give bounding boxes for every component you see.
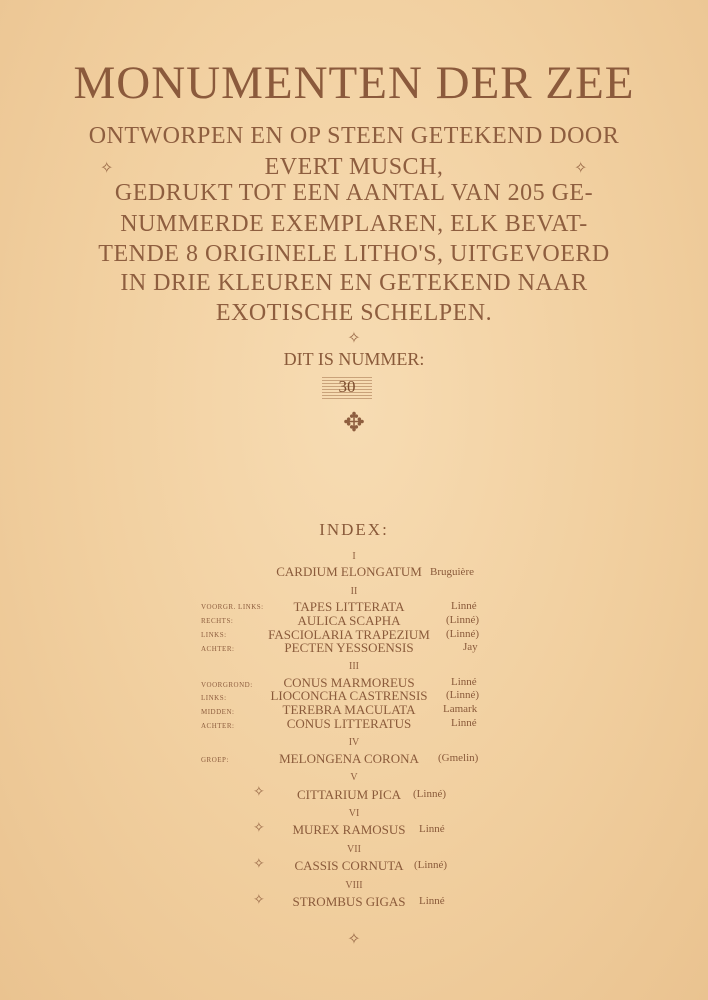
ornament-star-icon: ✧	[100, 158, 114, 177]
species-author: (Linné)	[446, 628, 479, 640]
ornament-star-icon: ✧	[347, 328, 361, 347]
index-roman-numeral: IV	[348, 737, 360, 748]
species-author: Linné	[419, 895, 445, 907]
species-author: Bruguière	[430, 566, 474, 578]
index-roman-numeral: VIII	[345, 880, 363, 891]
species-name: PECTEN YESSOENSIS	[284, 640, 414, 655]
index-roman-numeral: I	[352, 551, 356, 562]
species-author: (Linné)	[446, 614, 479, 626]
index-roman-numeral: II	[350, 586, 358, 597]
species-author: (Linné)	[446, 689, 479, 701]
ornament-star-icon: ✧	[347, 929, 361, 948]
species-name: CARDIUM ELONGATUM	[276, 564, 422, 579]
species-name: CITTARIUM PICA	[296, 787, 402, 802]
species-name: LIOCONCHA CASTRENSIS	[270, 688, 428, 703]
species-name: MUREX RAMOSUS	[292, 822, 406, 837]
position-label: VOORGR. LINKS:	[201, 603, 264, 611]
species-author: (Gmelin)	[438, 752, 479, 764]
species-name: CASSIS CORNUTA	[294, 858, 404, 873]
species-author: (Linné)	[414, 859, 447, 871]
subtitle-line-2: EVERT MUSCH,	[264, 154, 444, 180]
position-label: LINKS:	[201, 694, 227, 702]
subtitle-line-7: EXOTISCHE SCHELPEN.	[215, 300, 493, 326]
subtitle-line-4: NUMMERDE EXEMPLAREN, ELK BEVAT-	[120, 211, 588, 237]
ornament-flower-icon: ✥	[343, 408, 365, 438]
page-title: MONUMENTEN DER ZEE	[73, 57, 635, 109]
species-name: FASCIOLARIA TRAPEZIUM	[268, 627, 430, 642]
species-name: TAPES LITTERATA	[293, 599, 405, 614]
edition-number: 30	[322, 377, 372, 399]
ornament-star-icon: ✧	[253, 856, 265, 872]
species-author: (Linné)	[413, 788, 446, 800]
species-author: Linné	[451, 717, 477, 729]
species-author: Linné	[419, 823, 445, 835]
species-name: MELONGENA CORONA	[279, 751, 419, 766]
index-roman-numeral: VI	[348, 808, 360, 819]
ornament-star-icon: ✧	[574, 158, 588, 177]
species-author: Linné	[451, 676, 477, 688]
species-name: AULICA SCAPHA	[297, 613, 401, 628]
subtitle-line-1: ONTWORPEN EN OP STEEN GETEKEND DOOR	[88, 123, 620, 149]
position-label: MIDDEN:	[201, 708, 235, 716]
index-roman-numeral: VII	[347, 844, 361, 855]
species-name: STROMBUS GIGAS	[292, 894, 406, 909]
species-author: Linné	[451, 600, 477, 612]
species-author: Jay	[463, 641, 478, 653]
position-label: RECHTS:	[201, 617, 234, 625]
species-name: CONUS MARMOREUS	[283, 675, 415, 690]
index-roman-numeral: III	[349, 661, 359, 672]
index-title: INDEX:	[319, 520, 389, 539]
position-label: ACHTER:	[201, 722, 235, 730]
position-label: ACHTER:	[201, 645, 235, 653]
subtitle-line-3: GEDRUKT TOT EEN AANTAL VAN 205 GE-	[114, 180, 594, 206]
subtitle-line-6: IN DRIE KLEUREN EN GETEKEND NAAR	[120, 270, 588, 296]
subtitle-line-5: TENDE 8 ORIGINELE LITHO'S, UITGEVOERD	[98, 241, 610, 267]
species-author: Lamark	[443, 703, 478, 715]
ornament-star-icon: ✧	[253, 892, 265, 908]
ornament-star-icon: ✧	[253, 820, 265, 836]
position-label: LINKS:	[201, 631, 227, 639]
edition-label: DIT IS NUMMER:	[283, 349, 425, 369]
species-name: CONUS LITTERATUS	[286, 716, 412, 731]
species-name: TEREBRA MACULATA	[282, 702, 416, 717]
index-roman-numeral: V	[350, 772, 358, 783]
position-label: VOORGROND:	[201, 681, 253, 689]
position-label: GROEP:	[201, 756, 229, 764]
ornament-star-icon: ✧	[253, 784, 265, 800]
